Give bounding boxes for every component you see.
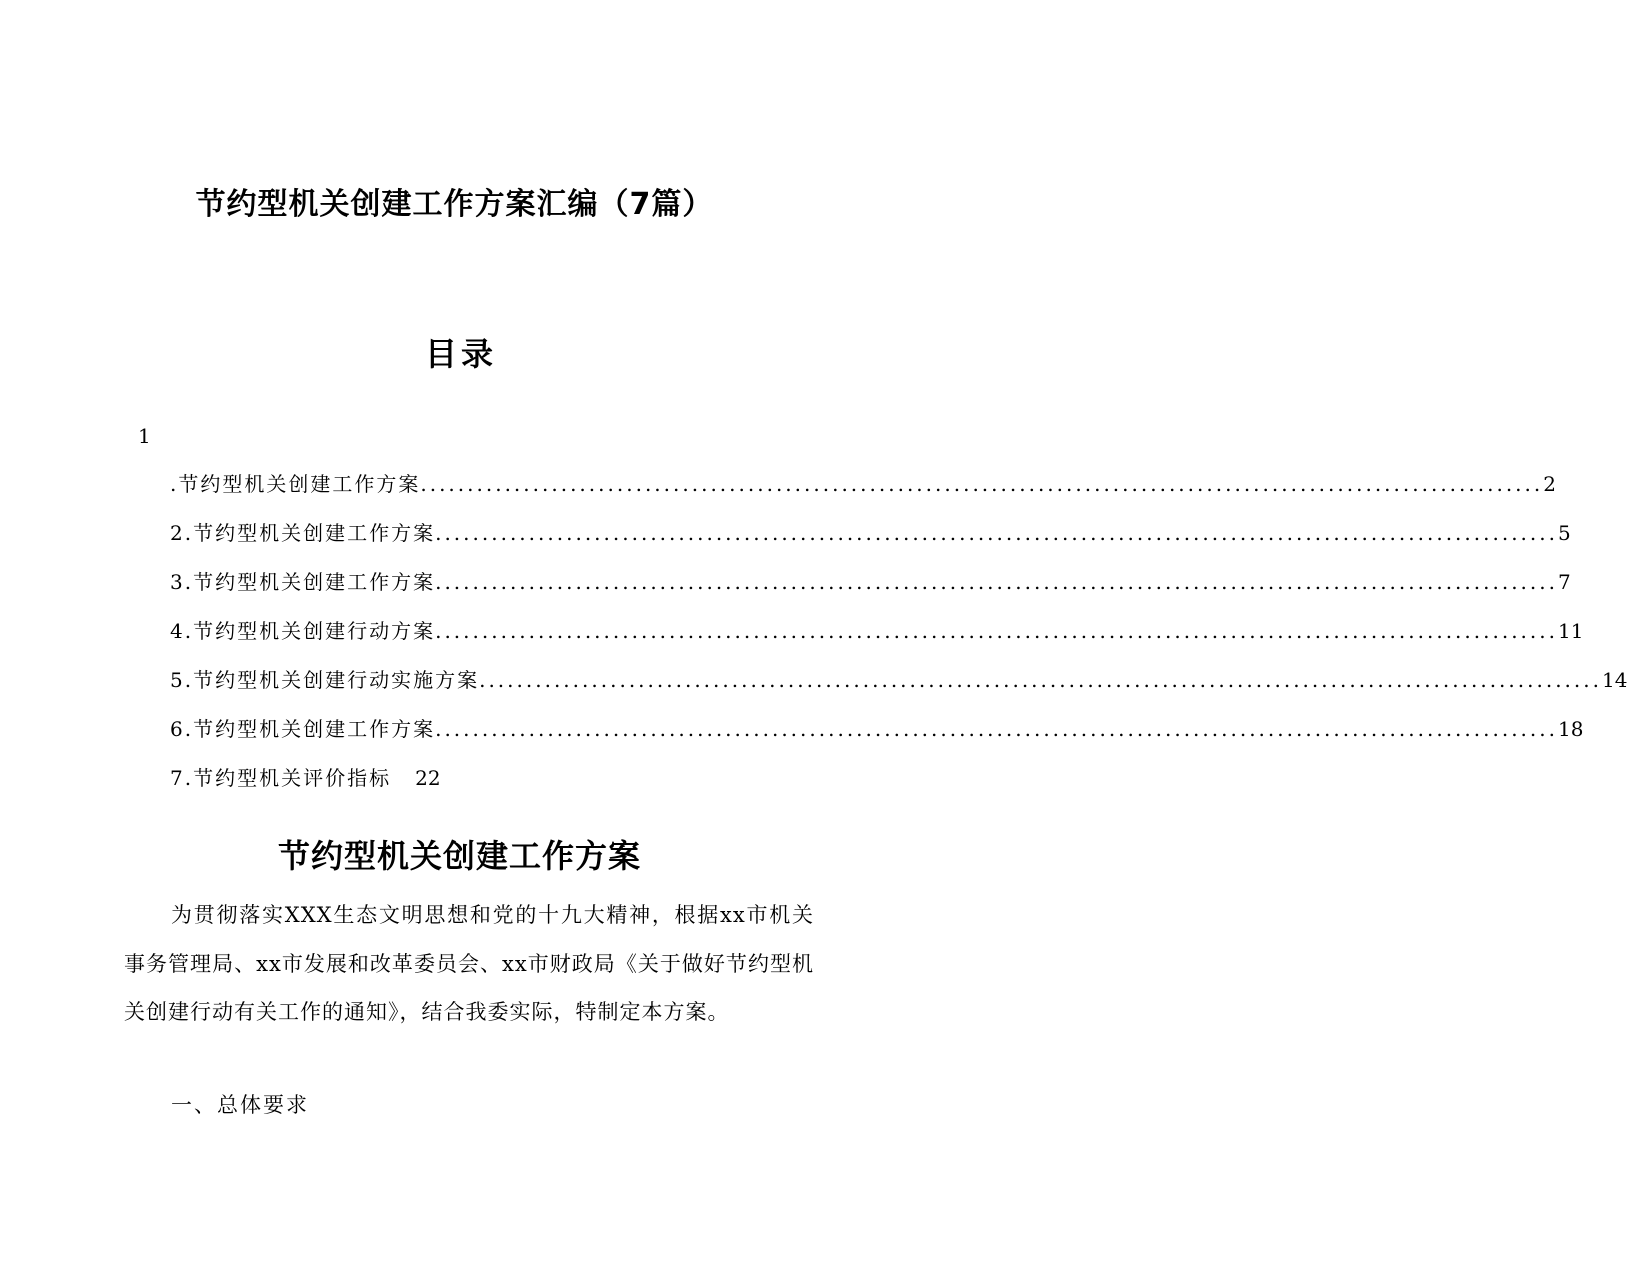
document-title: 节约型机关创建工作方案汇编（7篇）	[195, 187, 714, 223]
toc-entry[interactable]	[170, 466, 1556, 515]
toc-entry-page: 11	[1557, 619, 1584, 643]
toc-entry-label: 3.节约型机关创建工作方案	[170, 570, 436, 594]
toc-entry[interactable]	[170, 711, 1584, 760]
toc-entry-label: 2.节约型机关创建工作方案	[170, 521, 436, 545]
toc-leader-dots: ........................................................................................................................	[435, 717, 1558, 741]
toc-heading: 目录	[424, 335, 497, 373]
table-of-contents	[170, 466, 1627, 809]
section-subheading: 一、总体要求	[171, 1093, 309, 1117]
toc-entry-page: 14	[1601, 668, 1627, 692]
toc-entry[interactable]	[170, 564, 1571, 613]
toc-entry-page: 18	[1557, 717, 1584, 741]
section-title: 节约型机关创建工作方案	[277, 836, 641, 875]
toc-leader-dots: ........................................................................................................................	[435, 521, 1558, 545]
toc-leader-dots: ........................................................................................................................	[479, 668, 1602, 692]
toc-entry-label: 5.节约型机关创建行动实施方案	[170, 668, 480, 692]
toc-entry-label: 6.节约型机关创建工作方案	[170, 717, 436, 741]
toc-leader-dots: ........................................................................................................................	[435, 619, 1558, 643]
toc-entry-page: 5	[1557, 521, 1571, 545]
toc-entry[interactable]	[170, 760, 757, 809]
toc-entry[interactable]	[170, 515, 1571, 564]
toc-entry-page: 7	[1557, 570, 1571, 594]
toc-leader-dots: ........................................................................................................................	[420, 472, 1544, 496]
toc-entry-label: 4.节约型机关创建行动方案	[170, 619, 436, 643]
toc-entry-label: .节约型机关创建工作方案	[170, 472, 421, 496]
toc-leader-dots: ........................................................................................................................	[435, 570, 1558, 594]
toc-entry-label: 7.节约型机关评价指标	[170, 766, 392, 790]
toc-stray-number: 1	[138, 424, 151, 448]
toc-entry-page: 2	[1543, 472, 1556, 496]
intro-paragraph: 为贯彻落实XXX生态文明思想和党的十九大精神，根据xx市机关事务管理局、xx市发展和改革委员会、xx市财政局《关于做好节约型机关创建行动有关工作的通知》，结合我委实际，特制定本方案。	[124, 903, 814, 1024]
toc-entry[interactable]	[170, 613, 1584, 662]
toc-entry-page: 22	[415, 766, 441, 790]
toc-entry[interactable]	[170, 662, 1627, 711]
